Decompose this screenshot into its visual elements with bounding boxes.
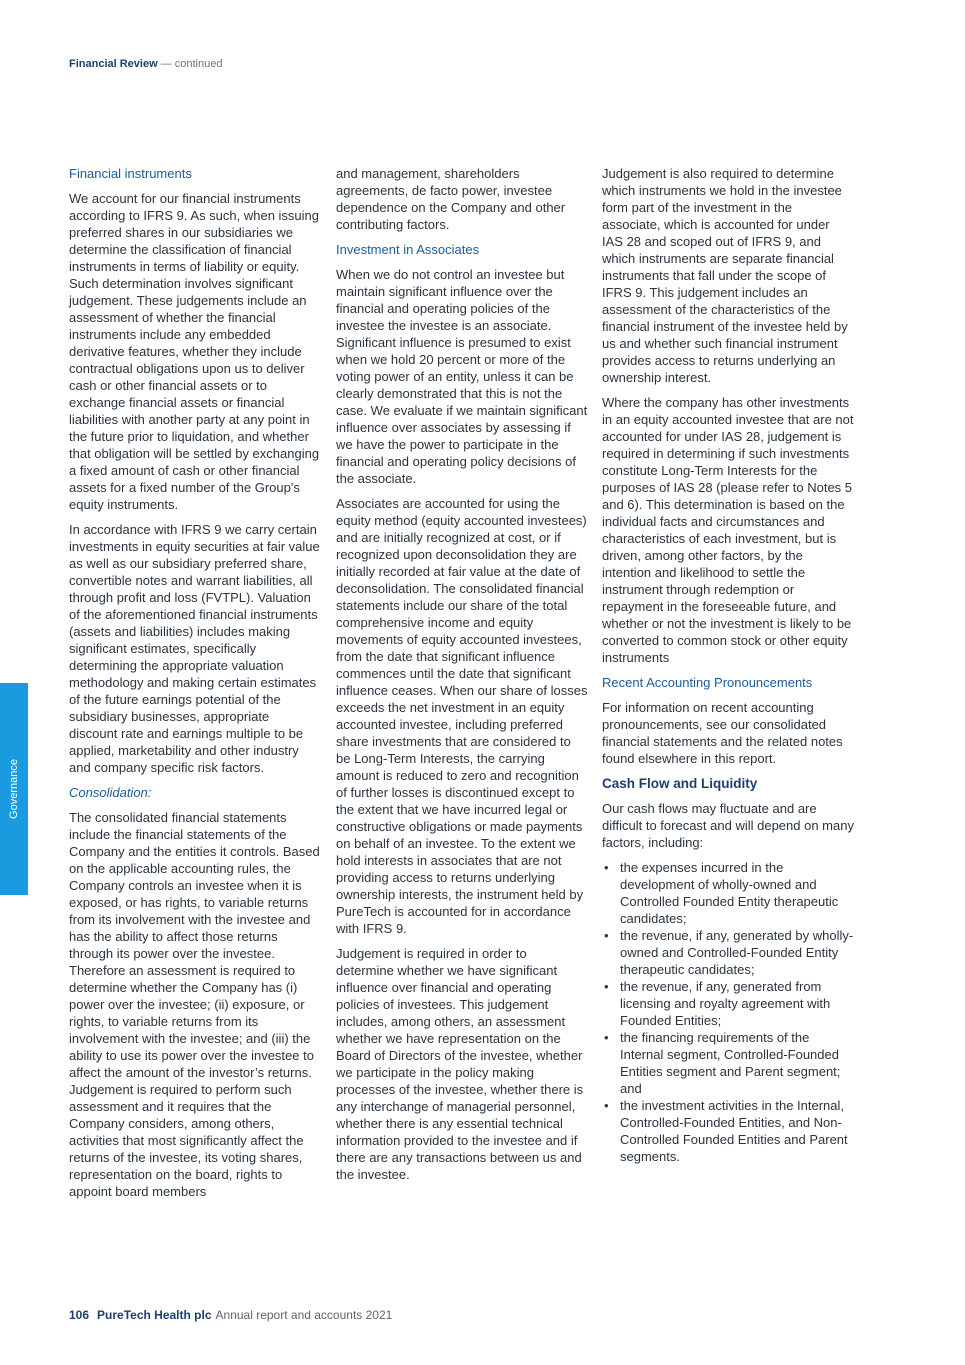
paragraph: For information on recent accounting pronouncements, see our consolidated financial statements and the related notes found elsewhere in this report. (602, 700, 843, 766)
paragraph: Where the company has other investments in an equity accounted investee that are not accounted for under IAS 28, judgement is required in determining if such investments constitute Long-Term Interests for the purposes of IAS 28 (please refer to Notes 5 and 6). This determination is based on the individual facts and circumstances and characteristics of each investment, but is driven, among other factors, by the intention and likelihood to settle the instrument through redemption or repayment in the foreseeable future, and whether or not the investment is likely to be converted to common stock or other equity instruments (602, 395, 854, 665)
list-item: • the revenue, if any, generated from licensing and royalty agreement with Founded Entities; (602, 978, 854, 1029)
heading-recent-accounting-pronouncements: Recent Accounting Pronouncements (602, 675, 813, 690)
list-item: • the investment activities in the Internal, Controlled-Founded Entities, and Non-Controlled Founded Entities and Parent segments. (602, 1097, 854, 1165)
paragraph: Judgement is required in order to determine whether we have significant influence over financial and operating policies of investees. This judgement includes, among others, an assessment whether we have representation on the Board of Directors of the investee, whether we participate in the policy making processes of the investee, whether there is any interchange of managerial personnel, whether there is any essential technical information provided to the investee and if there are any transactions between us and the investee. (336, 946, 584, 1182)
paragraph: Judgement is also required to determine which instruments we hold in the investee form part of the investment in the associate, which is accounted for under IAS 28 and scoped out of IFRS 9, and which instruments are separate financial instruments that fall under the scope of IFRS 9. This judgement includes an assessment of the characteristics of the financial instrument of the investee held by us and whether such financial instrument provides access to returns underlying an ownership interest. (602, 166, 848, 385)
column-1 (69, 165, 321, 1208)
list-item: • the revenue, if any, generated by wholly-owned and Controlled-Founded Entity therapeutic candidates; (602, 927, 854, 978)
cash-flow-factors-list (602, 859, 854, 1165)
paragraph: We account for our financial instruments according to IFRS 9. As such, when issuing preferred shares in our subsidiaries we determine the classification of financial instruments in terms of liability or equity. Such determination involves significant judgement. These judgements include an assessment of whether the financial instruments include any embedded derivative features, whether they include contractual obligations upon us to deliver cash or other financial assets or to exchange financial assets or financial liabilities with another party at any point in the future prior to liquidation, and whether that obligation will be settled by exchanging a fixed amount of cash or other financial assets for a fixed number of the Group's equity instruments. (69, 191, 320, 512)
list-item: • the expenses incurred in the development of wholly-owned and Controlled Founded Entity therapeutic candidates; (602, 859, 854, 927)
list-item: • the financing requirements of the Internal segment, Controlled-Founded Entities segment and Parent segment; and (602, 1029, 854, 1097)
paragraph: Associates are accounted for using the equity method (equity accounted investees) and are initially recognized at cost, or if recognized upon deconsolidation they are initially recorded at fair value at the date of deconsolidation. The consolidated financial statements include our share of the total comprehensive income and equity movements of equity accounted investees, from the date that significant influence commences until the date that significant influence ceases. When our share of losses exceeds the net investment in an equity accounted investee, including preferred share investments that are considered to be Long-Term Interests, the carrying amount is reduced to zero and recognition of further losses is discontinued except to the extent that we have incurred legal or constructive obligations or made payments on behalf of an investee. To the extent we hold interests in associates that are not providing access to returns underlying ownership interests, the instrument held by PureTech is accounted for in accordance with IFRS 9. (336, 496, 588, 936)
side-tab-governance[interactable] (0, 683, 28, 895)
column-2 (336, 165, 588, 1191)
column-3 (602, 165, 854, 1165)
paragraph: and management, shareholders agreements, de facto power, investee dependence on the Company and other contributing factors. (336, 166, 566, 232)
heading-cash-flow-and-liquidity: Cash Flow and Liquidity (602, 776, 758, 791)
side-tab-label: Governance (8, 759, 20, 819)
heading-consolidation: Consolidation: (69, 785, 152, 800)
paragraph: In accordance with IFRS 9 we carry certain investments in equity securities at fair value as well as our subsidiary preferred share, convertible notes and warrant liabilities, all through profit and loss (FVTPL). Valuation of the aforementioned financial instruments (assets and liabilities) includes making significant estimates, specifically determining the appropriate valuation methodology and making certain estimates of the future earnings potential of the subsidiary businesses, appropriate discount rate and earnings multiple to be applied, marketability and other industry and company specific risk factors. (69, 522, 320, 775)
paragraph: When we do not control an investee but maintain significant influence over the financial and operating policies of the investee the investee is an associate. Significant influence is presumed to exist when we hold 20 percent or more of the voting power of an entity, unless it can be clearly demonstrated that this is not the case. We evaluate if we maintain significant influence over associates by assessing if we have the power to participate in the financial and operating policy decisions of the associate. (336, 267, 588, 486)
page-footer (69, 1308, 392, 1322)
heading-investment-in-associates: Investment in Associates (336, 242, 480, 257)
paragraph: Our cash flows may fluctuate and are difficult to forecast and will depend on many factors, including: (602, 801, 854, 850)
company-name: PureTech Health plc (97, 1308, 212, 1322)
paragraph: The consolidated financial statements include the financial statements of the Company and the entities it controls. Based on the applicable accounting rules, the Company controls an investee when it is exposed, or has rights, to variable returns from its involvement with the investee and has the ability to affect those returns through its power over the investee. Therefore an assessment is required to determine whether the Company has (i) power over the investee; (ii) exposure, or rights, to variable returns from its involvement with the investee; and (iii) the ability to use its power over the investee to affect the amount of the investor’s returns. Judgement is required to perform such assessment and it requires that the Company considers, among others, activities that most significantly affect the returns of the investee, its voting shares, representation on the board, rights to appoint board members (69, 810, 320, 1199)
heading-financial-instruments: Financial instruments (69, 166, 192, 181)
page-number: 106 (69, 1308, 90, 1322)
report-title: Annual report and accounts 2021 (215, 1308, 393, 1322)
header-section-title: Financial Review (69, 58, 158, 70)
header-suffix: — continued (157, 58, 223, 70)
running-header (69, 58, 222, 70)
